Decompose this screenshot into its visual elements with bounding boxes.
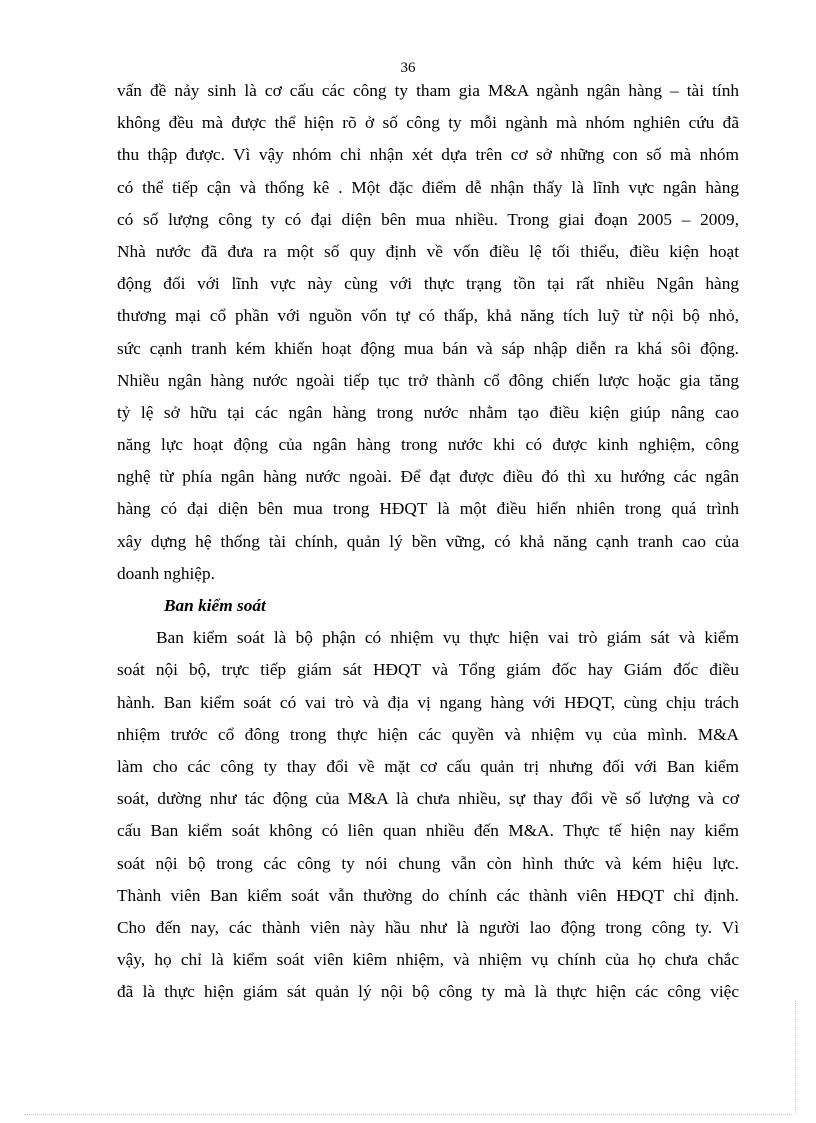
text-line: Nhiều ngân hàng nước ngoài tiếp tục trở thành cổ đông chiến lược hoặc gia tăng xyxy=(117,370,739,390)
paragraph-banking xyxy=(117,75,739,590)
text-line: có số lượng công ty có đại diện bên mua nhiều. Trong giai đoạn 2005 – 2009, xyxy=(117,209,739,229)
page-side-border xyxy=(795,1000,796,1114)
text-line: không đều mà được thể hiện rõ ở số công ty mỗi ngành mà nhóm nghiên cứu đã xyxy=(117,113,739,133)
text-line: sức cạnh tranh kém khiến hoạt động mua bán và sáp nhập diễn ra khá sôi động. xyxy=(117,338,739,358)
text-line: cấu Ban kiểm soát không có liên quan nhiều đến M&A. Thực tế hiện nay kiểm xyxy=(117,821,739,841)
page-bottom-border xyxy=(24,1114,792,1115)
text-line: vậy, họ chỉ là kiểm soát viên kiêm nhiệm, và nhiệm vụ chính của họ chưa chắc xyxy=(117,950,739,970)
text-line: Nhà nước đã đưa ra một số quy định về vốn điều lệ tối thiểu, điều kiện hoạt xyxy=(117,241,739,261)
text-line: năng lực hoạt động của ngân hàng trong nước khi có được kinh nghiệm, công xyxy=(117,435,739,455)
text-line: thu thập được. Vì vậy nhóm chỉ nhận xét dựa trên cơ sở những con số mà nhóm xyxy=(117,145,739,165)
text-line: đã là thực hiện giám sát quản lý nội bộ công ty mà là thực hiện các công việc xyxy=(117,982,739,1002)
text-line: xây dựng hệ thống tài chính, quản lý bền vững, có khả năng cạnh tranh cao của xyxy=(117,531,739,551)
text-line: hành. Ban kiểm soát có vai trò và địa vị ngang hàng với HĐQT, cùng chịu trách xyxy=(117,692,739,712)
text-line: vấn đề nảy sinh là cơ cấu các công ty tham gia M&A ngành ngân hàng – tài tính xyxy=(117,81,739,100)
text-line: Thành viên Ban kiểm soát vẫn thường do chính các thành viên HĐQT chỉ định. xyxy=(117,885,739,905)
text-line: làm cho các công ty thay đổi về mặt cơ cấu quản trị nhưng đối với Ban kiểm xyxy=(117,756,739,776)
page-number: 36 xyxy=(400,60,416,76)
text-line: Ban kiểm soát là bộ phận có nhiệm vụ thực hiện vai trò giám sát và kiểm xyxy=(156,628,739,648)
text-line: nhiệm trước cổ đông trong thực hiện các quyền và nhiệm vụ của mình. M&A xyxy=(117,724,739,744)
text-line: có thể tiếp cận và thống kê . Một đặc điểm dễ nhận thấy là lĩnh vực ngân hàng xyxy=(117,177,739,197)
text-line: tỷ lệ sở hữu tại các ngân hàng trong nước nhằm tạo điều kiện giúp nâng cao xyxy=(117,402,739,422)
section-heading: Ban kiểm soát xyxy=(164,596,266,615)
text-line: động đối với lĩnh vực này cùng với thực trạng tồn tại rất nhiều Ngân hàng xyxy=(117,274,739,294)
text-line: Cho đến nay, các thành viên này hầu như là người lao động trong công ty. Vì xyxy=(117,917,739,937)
text-line: nghệ từ phía ngân hàng nước ngoài. Để đạt được điều đó thì xu hướng các ngân xyxy=(117,467,739,487)
text-line: soát nội bộ, trực tiếp giám sát HĐQT và Tổng giám đốc hay Giám đốc điều xyxy=(117,660,739,680)
page-body xyxy=(117,75,739,1008)
text-line: thương mại cổ phần với nguồn vốn tự có thấp, khả năng tích luỹ từ nội bộ nhỏ, xyxy=(117,306,739,326)
text-line: soát nội bộ trong các công ty nói chung vẫn còn hình thức và kém hiệu lực. xyxy=(117,853,739,873)
text-line: doanh nghiệp. xyxy=(117,563,215,583)
text-line: hàng có đại diện bên mua trong HĐQT là một điều hiển nhiên trong quá trình xyxy=(117,499,739,519)
paragraph-supervisory-board xyxy=(117,622,739,1008)
text-line: soát, dường như tác động của M&A là chưa nhiều, sự thay đổi về số lượng và cơ xyxy=(117,789,739,809)
